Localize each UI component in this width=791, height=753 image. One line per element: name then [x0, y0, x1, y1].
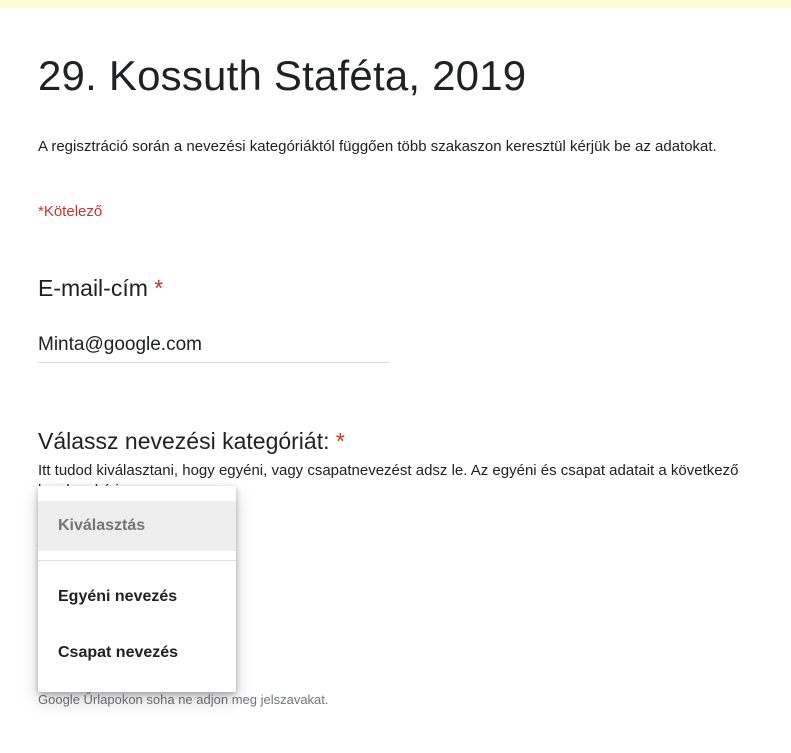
- email-question-title: [38, 275, 163, 302]
- top-banner: [0, 0, 791, 8]
- required-note: *Kötelező: [38, 203, 103, 220]
- email-question-label: E-mail-cím: [38, 275, 148, 301]
- dropdown-option-individual[interactable]: Egyéni nevezés: [58, 588, 178, 605]
- form-title: 29. Kossuth Staféta, 2019: [38, 52, 527, 99]
- category-question-description: Itt tudod kiválasztani, hogy egyéni, vagy csapatnevezést adsz le. Az egyéni és csapat adatait a következő: [38, 462, 739, 479]
- category-question-label: Válassz nevezési kategóriát:: [38, 428, 330, 454]
- category-dropdown-menu[interactable]: [38, 486, 236, 692]
- dropdown-option-team[interactable]: Csapat nevezés: [58, 644, 179, 661]
- email-field[interactable]: Minta@google.com: [38, 334, 390, 363]
- category-question-title: [38, 428, 345, 455]
- form-description: A regisztráció során a nevezési kategóriáktól függően több szakaszon keresztül kérjük be az adatokat.: [38, 138, 717, 155]
- required-asterisk: *: [154, 275, 164, 301]
- dropdown-placeholder-option[interactable]: Kiválasztás: [38, 501, 236, 551]
- dropdown-divider: [38, 560, 236, 561]
- password-warning: Google Űrlapokon soha ne adjon meg jelszavakat.: [38, 692, 329, 707]
- required-asterisk: *: [335, 428, 345, 454]
